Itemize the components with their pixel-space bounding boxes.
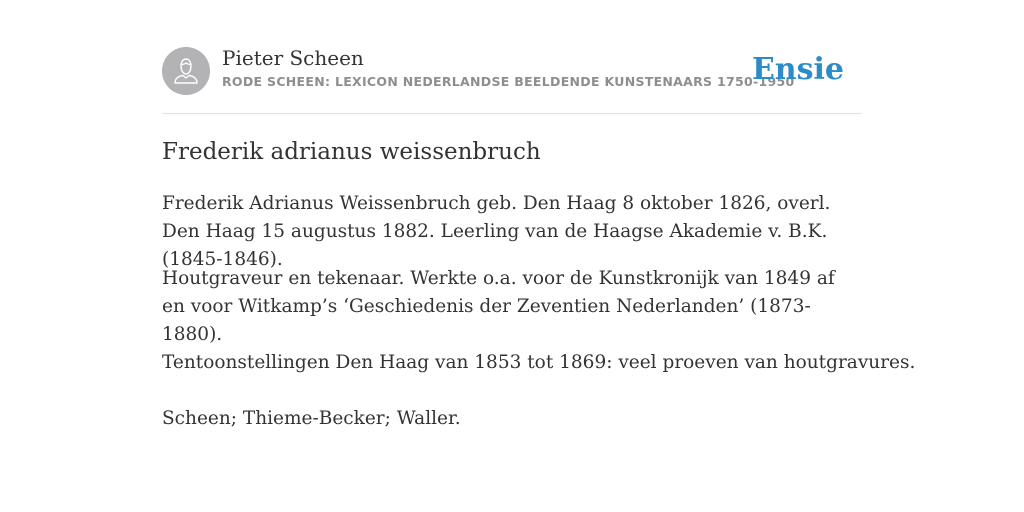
source-title[interactable]: RODE SCHEEN: LEXICON NEDERLANDSE BEELDENDE KUNSTENAARS 1750-1950 (222, 74, 795, 89)
paragraph-biography: Frederik Adrianus Weissenbruch geb. Den Haag 8 oktober 1826, overl. Den Haag 15 augustus 1882. Leerling van de Haagse Akademie v. B.K. (1845-1846). (162, 193, 831, 270)
article-header (162, 45, 862, 114)
paragraph-sources: Scheen; Thieme-Becker; Waller. (162, 408, 461, 429)
paragraph-work: Houtgraveur en tekenaar. Werkte o.a. voor de Kunstkronijk van 1849 af en voor Witkamp’s ‘Geschiedenis der Zeventien Nederlanden’ (1873-1880). (162, 268, 835, 345)
ensie-logo[interactable]: Ensie (751, 52, 844, 87)
author-name[interactable]: Pieter Scheen (222, 46, 364, 70)
article-card (162, 45, 916, 429)
article-title: Frederik adrianus weissenbruch (162, 139, 541, 165)
paragraph-exhibitions: Tentoonstellingen Den Haag van 1853 tot 1869: veel proeven van houtgravures. (162, 352, 916, 373)
user-avatar-icon[interactable] (162, 47, 210, 95)
